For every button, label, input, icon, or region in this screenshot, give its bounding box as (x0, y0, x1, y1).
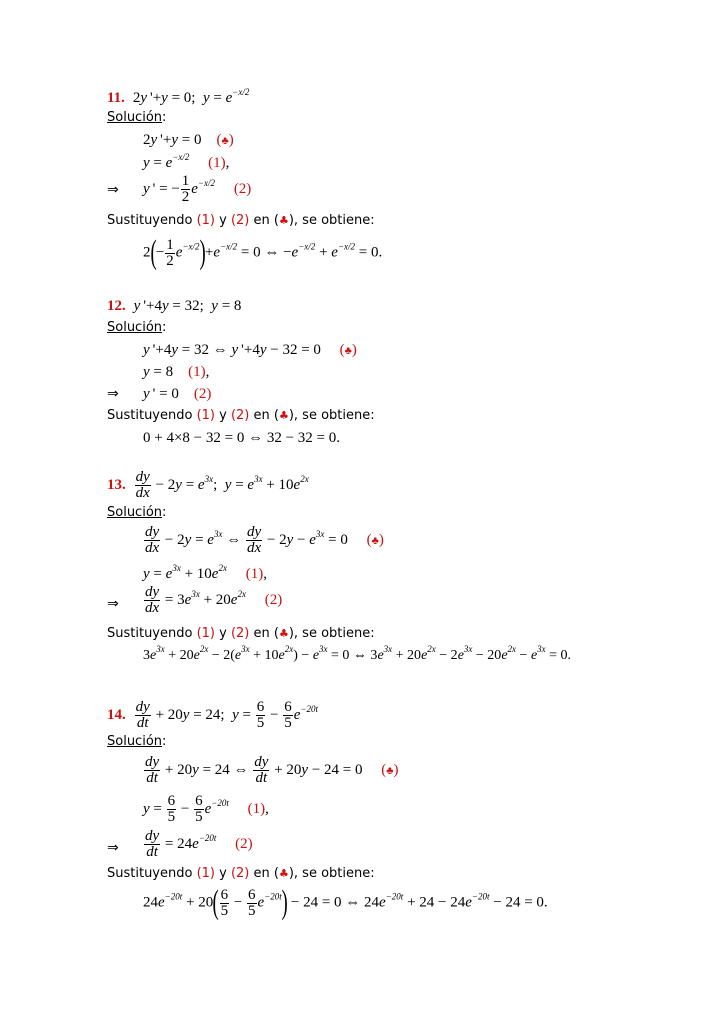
equation-line: $y = e^{-x/2}$ (1), (143, 152, 230, 171)
equation-line: $\frac{dy}{dx}$ − $2y = e^{3x}$ ⇔ $\frac{dy}{dx}$ − $2y - e^{3x} = 0$ (♣) (145, 524, 384, 556)
implies-icon: ⇒ (107, 182, 119, 198)
implies-icon: ⇒ (107, 386, 119, 402)
implies-icon: ⇒ (107, 840, 119, 856)
substitution-text: Sustituyendo (1) y (2) en (♣), se obtiene: (107, 866, 375, 881)
equation-line: $\frac{dy}{dt}$ + 20y = 24 ⇔ $\frac{dy}{dt}$ + 20y − 24 = 0 (♣) (145, 754, 399, 786)
problem-number: 12. (107, 298, 126, 314)
equation-result: 0 + 4×8 − 32 = 0 ⇔ 32 − 32 = 0. (143, 430, 341, 446)
problem-13-statement: 13. $\frac{dy}{dx}$ − $2y = e^{3x}$; $y = e^{3x} + 10e^{2x}$ (107, 469, 309, 501)
equation-line: y ' = − $\frac{1}{2}$ $e^{-x/2}$ (2) (143, 173, 252, 205)
equation-line: $\frac{dy}{dx}$ = $3e^{3x} + 20e^{2x}$ (2) (145, 584, 283, 616)
problem-14-statement: 14. $\frac{dy}{dt}$ + 20y = 24; y = $\frac{6}{5}$ − $\frac{6}{5}$ $e^{-20t}$ (107, 699, 318, 731)
implies-icon: ⇒ (107, 596, 119, 612)
solution-heading: Solución: (107, 505, 167, 520)
problem-number: 14. (107, 706, 126, 723)
solution-heading: Solución: (107, 320, 167, 335)
equation-result: $24e^{-20t} + 20$( $\frac{6}{5}$ − $\frac{6}{5}$ $e^{-20t}) - 24 = 0$ ⇔ $24e^{-20t} + 24 - 24e^{-20t} - 24 = 0$. (143, 884, 548, 921)
problem-12-statement: 12. y '+4y = 32; y = 8 (107, 298, 242, 314)
problem-number: 13. (107, 476, 126, 493)
equation-line: $\frac{dy}{dt}$ = $24e^{-20t}$ (2) (145, 828, 253, 860)
substitution-text: Sustituyendo (1) y (2) en (♣), se obtiene: (107, 213, 375, 228)
problem-number: 11. (107, 90, 125, 106)
equation-line: $y = e^{3x} + 10e^{2x}$ (1), (143, 563, 267, 582)
equation-line: 2y '+y = 0 (♣) (143, 132, 234, 148)
equation-line: y = $\frac{6}{5}$ − $\frac{6}{5}$ $e^{-20t}$ (1), (143, 793, 269, 825)
substitution-text: Sustituyendo (1) y (2) en (♣), se obtiene: (107, 626, 375, 641)
problem-11-statement: 11. 2y '+y = 0; $y = e^{-x/2}$ (107, 87, 250, 106)
substitution-text: Sustituyendo (1) y (2) en (♣), se obtiene: (107, 408, 375, 423)
equation-result: $3e^{3x} + 20e^{2x} - 2(e^{3x} + 10e^{2x}) - e^{3x} = 0$ ⇔ $3e^{3x} + 20e^{2x} - 2e^{3x} - 20e^{2x} - e^{3x} = 0$. (143, 644, 572, 663)
solution-heading: Solución: (107, 110, 167, 125)
equation-line: y ' = 0 (2) (143, 386, 212, 402)
equation-line: y = 8 (1), (143, 364, 210, 380)
equation-result: 2(− $\frac{1}{2}$ $e^{-x/2})+e^{-x/2} = 0$ ⇔ $-e^{-x/2} + e^{-x/2} = 0$. (143, 234, 383, 271)
equation-line: y '+4y = 32 ⇔ y '+4y − 32 = 0 (♣) (143, 342, 357, 358)
solution-heading: Solución: (107, 734, 167, 749)
